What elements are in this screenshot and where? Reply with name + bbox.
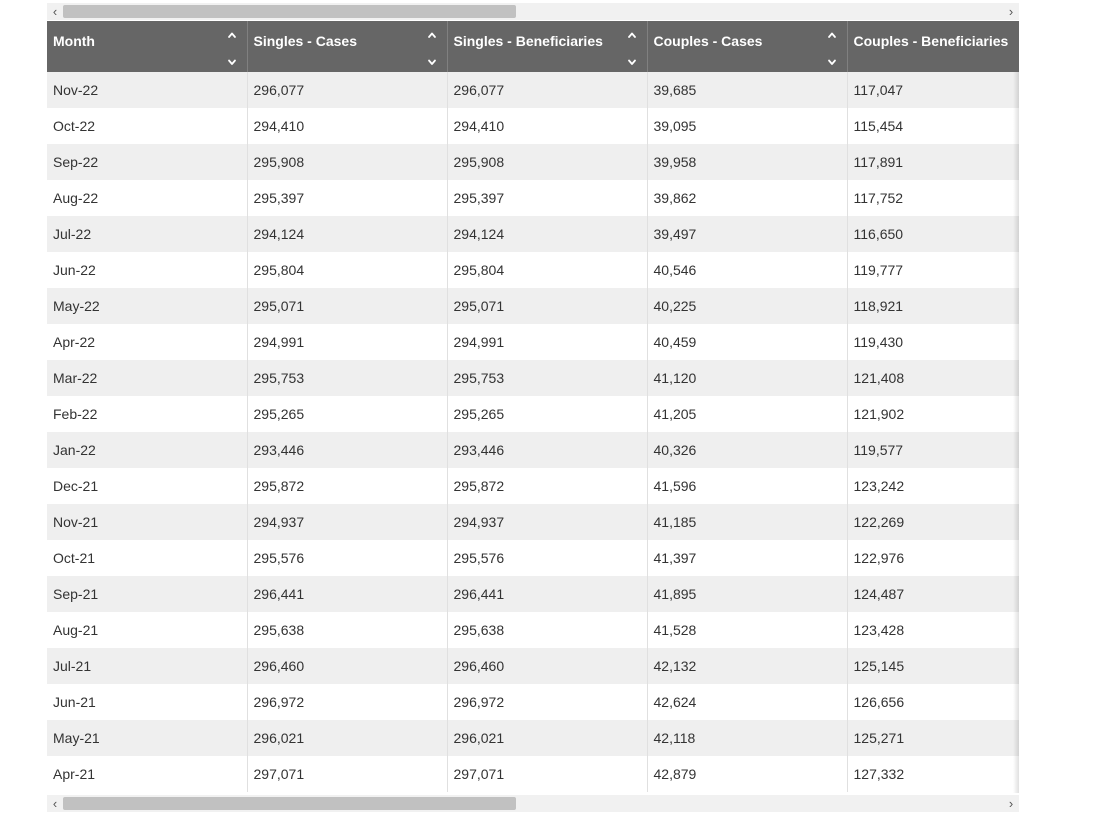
- table-cell: 294,410: [247, 108, 447, 144]
- table-cell: May-22: [47, 288, 247, 324]
- table-cell: Aug-22: [47, 180, 247, 216]
- table-cell: 41,185: [647, 504, 847, 540]
- table-cell: Aug-21: [47, 612, 247, 648]
- table-cell: 39,862: [647, 180, 847, 216]
- chevron-up-icon[interactable]: [227, 27, 237, 37]
- table-cell: 295,071: [247, 288, 447, 324]
- table-cell: 295,804: [447, 252, 647, 288]
- table-row: [47, 360, 1019, 396]
- table-cell: 295,804: [247, 252, 447, 288]
- column-header-label: Couples - Cases: [653, 33, 763, 49]
- column-header-couples-beneficiaries[interactable]: [847, 21, 1019, 72]
- table-cell: 295,265: [447, 396, 647, 432]
- chevron-down-icon[interactable]: [427, 54, 437, 64]
- table-cell: 39,095: [647, 108, 847, 144]
- table-cell: 39,497: [647, 216, 847, 252]
- table-cell: 118,921: [847, 288, 1019, 324]
- table-cell: Jul-21: [47, 648, 247, 684]
- table-cell: 293,446: [447, 432, 647, 468]
- table-cell: Jan-22: [47, 432, 247, 468]
- table-cell: Sep-21: [47, 576, 247, 612]
- table-cell: 41,895: [647, 576, 847, 612]
- table-cell: 295,071: [447, 288, 647, 324]
- table-cell: 295,753: [447, 360, 647, 396]
- table-row: [47, 648, 1019, 684]
- table-cell: 122,976: [847, 540, 1019, 576]
- horizontal-scrollbar-top[interactable]: [47, 3, 1019, 20]
- table-cell: 295,265: [247, 396, 447, 432]
- table-viewport: [47, 21, 1019, 793]
- table-row: [47, 216, 1019, 252]
- table-cell: Nov-21: [47, 504, 247, 540]
- table-cell: 115,454: [847, 108, 1019, 144]
- table-cell: 296,077: [247, 72, 447, 108]
- table-cell: Nov-22: [47, 72, 247, 108]
- table-row: [47, 396, 1019, 432]
- table-cell: 41,596: [647, 468, 847, 504]
- table-cell: 296,460: [247, 648, 447, 684]
- scroll-left-arrow-icon[interactable]: ‹: [52, 796, 58, 811]
- table-cell: 296,077: [447, 72, 647, 108]
- table-cell: 294,991: [447, 324, 647, 360]
- table-cell: 123,428: [847, 612, 1019, 648]
- column-header-couples-cases[interactable]: [647, 21, 847, 72]
- table-cell: 40,459: [647, 324, 847, 360]
- column-header-month[interactable]: [47, 21, 247, 72]
- table-cell: 125,145: [847, 648, 1019, 684]
- data-table-widget: [47, 3, 1019, 814]
- table-cell: May-21: [47, 720, 247, 756]
- table-cell: 41,120: [647, 360, 847, 396]
- table-row: [47, 612, 1019, 648]
- table-cell: 295,753: [247, 360, 447, 396]
- horizontal-scrollbar-bottom[interactable]: [47, 795, 1019, 812]
- table-cell: 125,271: [847, 720, 1019, 756]
- table-row: [47, 720, 1019, 756]
- table-row: [47, 468, 1019, 504]
- table-cell: 294,937: [247, 504, 447, 540]
- table-row: [47, 288, 1019, 324]
- table-cell: 117,047: [847, 72, 1019, 108]
- table-cell: 39,958: [647, 144, 847, 180]
- table-cell: 117,752: [847, 180, 1019, 216]
- table-row: [47, 756, 1019, 792]
- table-cell: 117,891: [847, 144, 1019, 180]
- table-row: [47, 180, 1019, 216]
- table-cell: 295,908: [447, 144, 647, 180]
- column-header-singles-beneficiaries[interactable]: [447, 21, 647, 72]
- table-row: [47, 144, 1019, 180]
- table-cell: 296,021: [447, 720, 647, 756]
- table-cell: 296,441: [447, 576, 647, 612]
- table-row: [47, 108, 1019, 144]
- table-cell: Oct-22: [47, 108, 247, 144]
- table-header-row: [47, 21, 1019, 72]
- table-cell: 295,397: [247, 180, 447, 216]
- table-cell: Sep-22: [47, 144, 247, 180]
- table-row: [47, 432, 1019, 468]
- table-cell: Mar-22: [47, 360, 247, 396]
- table-cell: 40,546: [647, 252, 847, 288]
- table-cell: 119,577: [847, 432, 1019, 468]
- table-cell: 294,124: [247, 216, 447, 252]
- column-header-label: Singles - Beneficiaries: [453, 33, 603, 49]
- chevron-down-icon[interactable]: [827, 54, 837, 64]
- scroll-edge-shadow: [1013, 72, 1019, 793]
- table-row: [47, 540, 1019, 576]
- table-cell: 296,441: [247, 576, 447, 612]
- table-cell: 39,685: [647, 72, 847, 108]
- table-cell: 122,269: [847, 504, 1019, 540]
- column-header-singles-cases[interactable]: [247, 21, 447, 72]
- chevron-down-icon[interactable]: [627, 54, 637, 64]
- table-cell: Feb-22: [47, 396, 247, 432]
- table-cell: 296,972: [247, 684, 447, 720]
- table-cell: 42,624: [647, 684, 847, 720]
- table-cell: Apr-22: [47, 324, 247, 360]
- scrollbar-thumb[interactable]: [63, 5, 516, 18]
- table-cell: 293,446: [247, 432, 447, 468]
- table-cell: Jun-21: [47, 684, 247, 720]
- scrollbar-thumb[interactable]: [63, 797, 516, 810]
- table-cell: 295,576: [447, 540, 647, 576]
- table-cell: 295,908: [247, 144, 447, 180]
- table-cell: 42,118: [647, 720, 847, 756]
- table-cell: 295,872: [247, 468, 447, 504]
- table-cell: 124,487: [847, 576, 1019, 612]
- table-cell: 294,410: [447, 108, 647, 144]
- table-cell: 42,132: [647, 648, 847, 684]
- table-cell: Oct-21: [47, 540, 247, 576]
- table-cell: 294,991: [247, 324, 447, 360]
- table-cell: 296,972: [447, 684, 647, 720]
- scroll-right-arrow-icon[interactable]: ›: [1008, 796, 1014, 811]
- table-cell: 121,902: [847, 396, 1019, 432]
- table-cell: 297,071: [247, 756, 447, 792]
- table-cell: 295,397: [447, 180, 647, 216]
- table-cell: 119,777: [847, 252, 1019, 288]
- table-cell: 295,638: [247, 612, 447, 648]
- table-cell: 41,397: [647, 540, 847, 576]
- table-cell: Jun-22: [47, 252, 247, 288]
- table-cell: Apr-21: [47, 756, 247, 792]
- table-row: [47, 684, 1019, 720]
- table-cell: 295,872: [447, 468, 647, 504]
- table-cell: 42,879: [647, 756, 847, 792]
- chevron-up-icon[interactable]: [427, 27, 437, 37]
- table-cell: 296,460: [447, 648, 647, 684]
- table-cell: 294,124: [447, 216, 647, 252]
- table-cell: 116,650: [847, 216, 1019, 252]
- table-cell: 295,638: [447, 612, 647, 648]
- table-row: [47, 324, 1019, 360]
- table-cell: 119,430: [847, 324, 1019, 360]
- table-cell: 121,408: [847, 360, 1019, 396]
- table-cell: 294,937: [447, 504, 647, 540]
- table-row: [47, 504, 1019, 540]
- table-cell: 123,242: [847, 468, 1019, 504]
- table-row: [47, 72, 1019, 108]
- table-cell: 41,528: [647, 612, 847, 648]
- table-cell: 127,332: [847, 756, 1019, 792]
- chevron-down-icon[interactable]: [227, 54, 237, 64]
- table-cell: 296,021: [247, 720, 447, 756]
- chevron-up-icon[interactable]: [827, 27, 837, 37]
- table-cell: 40,326: [647, 432, 847, 468]
- table-cell: 297,071: [447, 756, 647, 792]
- table-body: [47, 72, 1019, 792]
- table-cell: Dec-21: [47, 468, 247, 504]
- table-row: [47, 252, 1019, 288]
- table-cell: 41,205: [647, 396, 847, 432]
- column-header-label: Couples - Beneficiaries: [853, 33, 1009, 49]
- scroll-left-arrow-icon[interactable]: ‹: [52, 4, 58, 19]
- column-header-label: Month: [53, 33, 95, 49]
- table-cell: 126,656: [847, 684, 1019, 720]
- table-cell: 295,576: [247, 540, 447, 576]
- scroll-right-arrow-icon[interactable]: ›: [1008, 4, 1014, 19]
- column-header-label: Singles - Cases: [253, 33, 357, 49]
- table-row: [47, 576, 1019, 612]
- table-cell: Jul-22: [47, 216, 247, 252]
- chevron-up-icon[interactable]: [627, 27, 637, 37]
- data-table: [47, 21, 1019, 792]
- table-cell: 40,225: [647, 288, 847, 324]
